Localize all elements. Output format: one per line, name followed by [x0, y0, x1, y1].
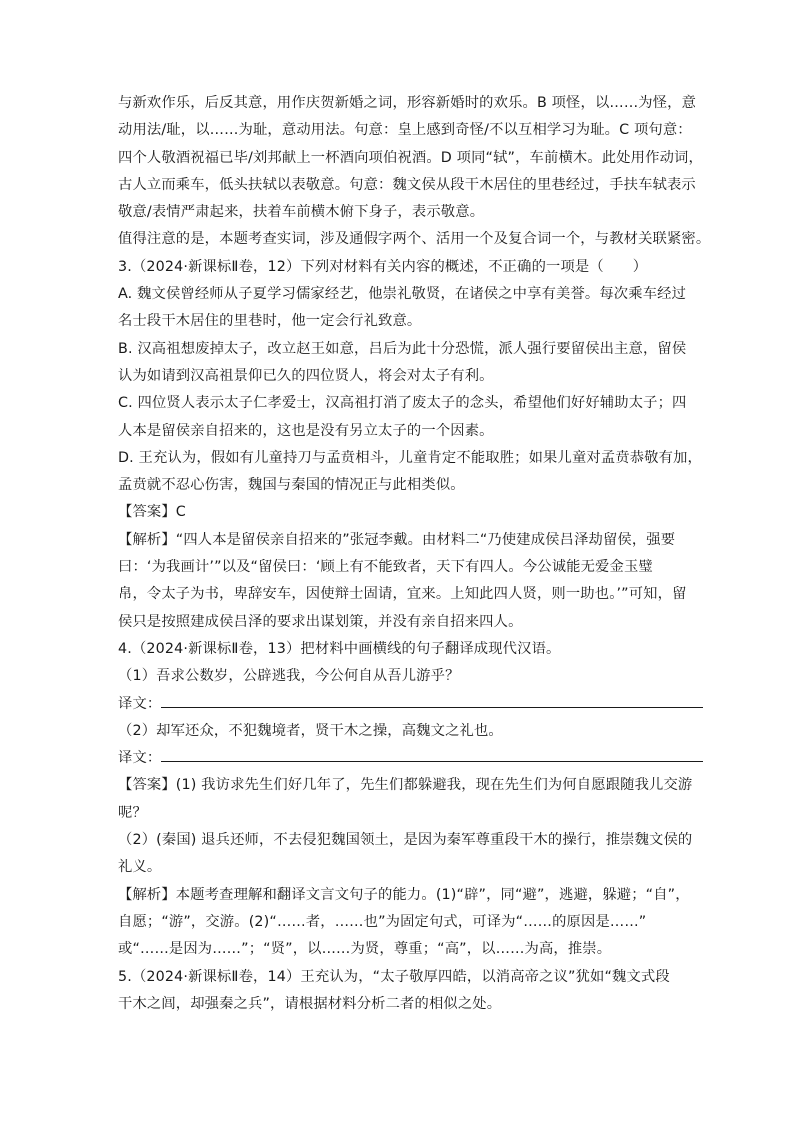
option-a-cont: 名士段干木居住的里巷时，他一定会行礼致意。 [118, 313, 422, 330]
answer-blank [161, 693, 703, 708]
translation-label: 译文： [118, 750, 162, 767]
analysis-3-cont: 帛，令太子为书，卑辞安车，因使辩士固请，宜来。上知此四人贤，则一助也。’”可知，留 [118, 586, 687, 603]
answer-4-cont: 礼义。 [118, 859, 162, 876]
question-5-cont: 干木之闾，却强秦之兵”，请根据材料分析二者的相似之处。 [118, 995, 502, 1012]
translation-row-1 [118, 691, 698, 718]
option-c-cont: 人本是留侯亲自招来的，这也是没有另立太子的一个因素。 [118, 422, 494, 439]
translation-label: 译文： [118, 695, 162, 712]
analysis-3-cont: 侯只是按照建成侯吕泽的要求出谋划策，并没有亲自招来四人。 [118, 613, 523, 630]
answer-4-cont: 呢？ [118, 804, 147, 821]
option-d: D. 王充认为，假如有儿童持刀与孟贲相斗，儿童肯定不能取胜；如果儿童对孟贲恭敬有加， [118, 449, 702, 466]
option-c: C. 四位贤人表示太子仁孝爱士，汉高祖打消了废太子的念头，希望他们好好辅助太子；四 [118, 395, 687, 412]
analysis-4: 【解析】本题考查理解和翻译文言文句子的能力。(1)“辟”，同“避”，逃避，躲避；“自”， [118, 886, 690, 903]
analysis-3-cont: 曰：‘为我画计’”以及“留侯曰：‘顾上有不能致者，天下有四人。今公诚能无爱金玉璧 [118, 559, 653, 576]
text-line: 动用法/耻，以……为耻，意动用法。句意：皇上感到奇怪/不以互相学习为耻。C 项句意： [118, 122, 692, 139]
question-5-stem: 5.（2024·新课标Ⅱ卷，14）王充认为，“太子敬厚四皓，以消高帝之议”犹如“魏文式段 [118, 968, 670, 985]
text-line: 敬意/表情严肃起来，扶着车前横木俯下身子，表示敬意。 [118, 204, 485, 221]
question-4-stem: 4.（2024·新课标Ⅱ卷，13）把材料中画横线的句子翻译成现代汉语。 [118, 640, 561, 657]
analysis-3: 【解析】“四人本是留侯亲自招来的”张冠李戴。由材料二“乃使建成侯吕泽劫留侯，强要 [118, 531, 676, 548]
translation-row-2 [118, 745, 698, 772]
option-d-cont: 孟贲就不忍心伤害，魏国与秦国的情况正与此相类似。 [118, 477, 465, 494]
document-body [118, 90, 711, 1018]
answer-4-part-2: （2）(秦国) 退兵还师，不去侵犯魏国领土，是因为秦军尊重段干木的操行，推崇魏文侯的 [118, 832, 693, 849]
question-3-stem: 3.（2024·新课标Ⅱ卷，12）下列对材料有关内容的概述，不正确的一项是（ ） [118, 258, 648, 275]
note-line: 值得注意的是，本题考查实词，涉及通假字两个、活用一个及复合词一个，与教材关联紧密。 [118, 231, 711, 248]
question-4-sentence-2: （2）却军还众，不犯魏境者，贤干木之操，高魏文之礼也。 [118, 722, 503, 739]
analysis-4-cont: 或“……是因为……”；“贤”，以……为贤，尊重；“高”，以……为高，推崇。 [118, 941, 612, 958]
answer-4: 【答案】(1) 我访求先生们好几年了，先生们都躲避我，现在先生们为何自愿跟随我儿交游 [118, 777, 693, 794]
option-b-cont: 认为如请到汉高祖景仰已久的四位贤人，将会对太子有利。 [118, 367, 494, 384]
answer-blank [161, 747, 703, 762]
text-line: 与新欢作乐，后反其意，用作庆贺新婚之词，形容新婚时的欢乐。B 项怪，以……为怪，意 [118, 95, 697, 111]
answer-3: 【答案】C [118, 504, 186, 521]
question-4-sentence-1: （1）吾求公数岁，公辟逃我，今公何自从吾儿游乎？ [118, 668, 460, 685]
analysis-4-cont: 自愿；“游”，交游。(2)“……者，……也”为固定句式，可译为“……的原因是……” [118, 913, 647, 930]
text-line: 四个人敬酒祝福已毕/刘邦献上一杯酒向项伯祝酒。D 项同“轼”，车前横木。此处用作动词， [118, 149, 703, 166]
option-b: B. 汉高祖想废掉太子，改立赵王如意，吕后为此十分恐慌，派人强行要留侯出主意，留侯 [118, 340, 687, 357]
text-line: 古人立而乘车，低头扶轼以表敬意。句意：魏文侯从段干木居住的里巷经过，手扶车轼表示 [118, 176, 696, 193]
option-a: A. 魏文侯曾经师从子夏学习儒家经艺，他崇礼敬贤，在诸侯之中享有美誉。每次乘车经过 [118, 286, 687, 303]
